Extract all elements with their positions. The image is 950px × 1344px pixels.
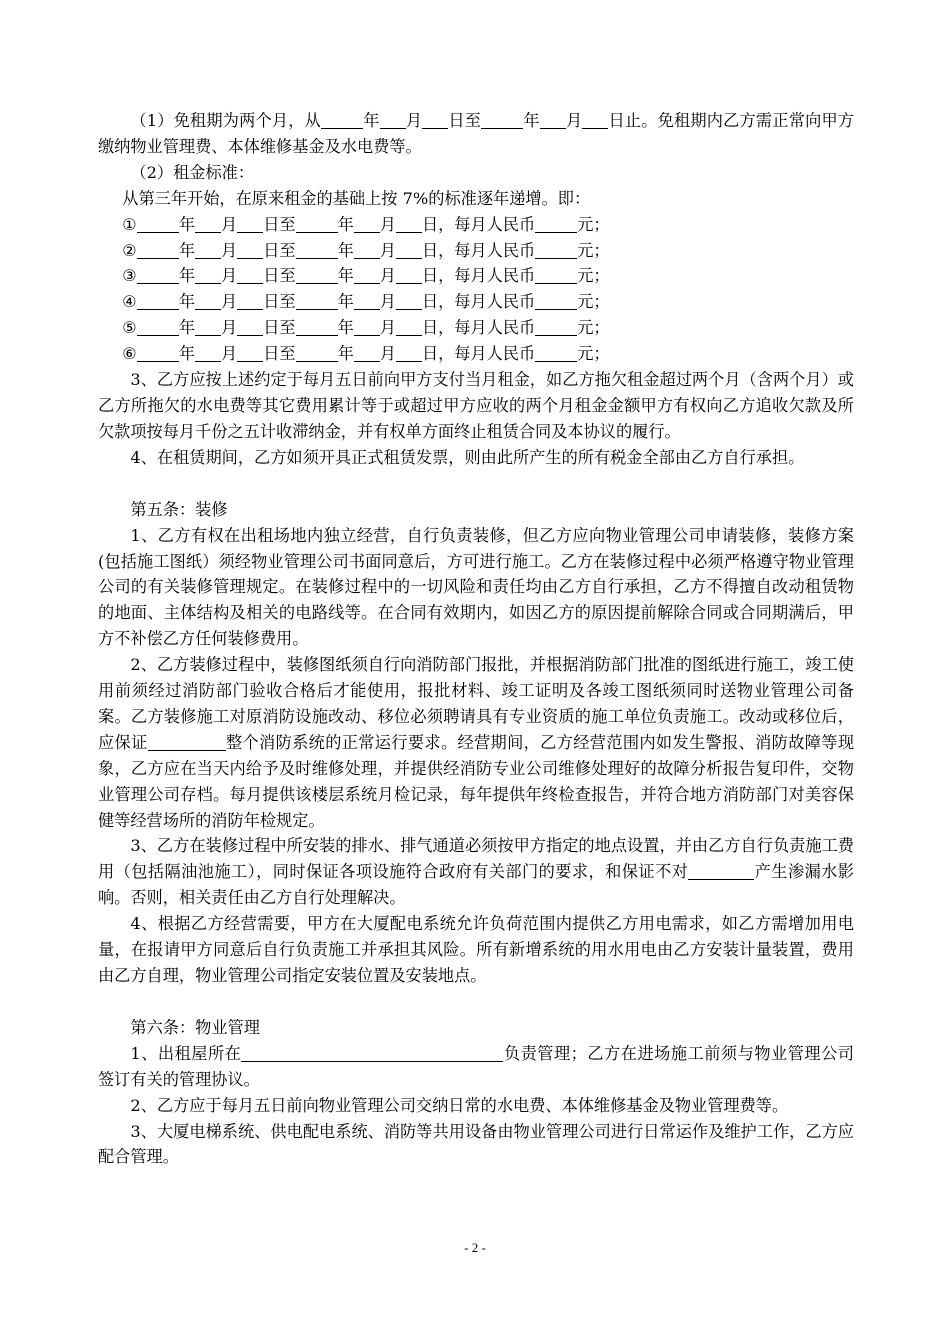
blank	[354, 292, 380, 310]
blank	[354, 318, 380, 336]
blank	[296, 241, 338, 259]
blank	[396, 344, 422, 362]
clause-6-2: 2、乙方应于每月五日前向物业管理公司交纳日常的水电费、本体维修基金及物业管理费等。	[130, 1095, 789, 1115]
blank	[237, 318, 263, 336]
blank	[237, 292, 263, 310]
blank	[535, 241, 577, 259]
blank	[137, 266, 179, 284]
article-5-heading: 第五条：装修	[130, 499, 228, 519]
clause-6-3: 3、大厦电梯系统、供电配电系统、消防等共用设备由物业管理公司进行日常运作及维护工作，乙方应配合管理。	[98, 1121, 854, 1167]
blank	[137, 215, 179, 233]
blank	[195, 344, 221, 362]
blank	[535, 344, 577, 362]
blank	[237, 215, 263, 233]
blank	[137, 318, 179, 336]
blank	[296, 266, 338, 284]
schedule-row: ③ 年 月 日至 年 月 日，每月人民币 元；	[122, 266, 610, 286]
blank	[396, 241, 422, 259]
clause-6-1: 1、出租屋所在 负责管理；乙方在进场施工前须与物业管理公司签订有关的管理协议。	[98, 1043, 854, 1089]
page-number: - 2 -	[464, 1240, 486, 1255]
schedule-row: ① 年 月 日至 年 月 日，每月人民币 元；	[122, 214, 610, 234]
blank	[535, 318, 577, 336]
blank	[237, 266, 263, 284]
schedule-row: ⑤ 年 月 日至 年 月 日，每月人民币 元；	[122, 318, 610, 338]
blank	[148, 733, 226, 751]
blank	[380, 111, 406, 129]
blank	[321, 111, 363, 129]
blank	[540, 111, 566, 129]
schedule-row: ② 年 月 日至 年 月 日，每月人民币 元；	[122, 240, 610, 260]
blank	[195, 241, 221, 259]
blank	[354, 241, 380, 259]
clause-5-2: 2、乙方装修过程中，装修图纸须自行向消防部门报批，并根据消防部门批准的图纸进行施工，竣工使用前须经过消防部门验收合格后才能使用，报批材料、竣工证明及各竣工图纸须同时送物业管理公司备案。乙方装修施工对原消防设施改动、移位必须聘请具有专业资质的施工单位负责施工。改动或移位后，应保证 整个消防系统的正常运行要求。经营期间，乙方经营范围内如发生警报、消防故障等现象，乙方应在当天内给予及时维修处理，并提供经消防专业公司维修处理好的故障分析报告复印件，交物业管理公司存档。每月提供该楼层系统月检记录，每年提供年终检查报告，并符合地方消防部门对美容保健等经营场所的消防年检规定。	[98, 655, 855, 830]
blank	[582, 111, 608, 129]
rent-free-paragraph: （1）免租期为两个月，从 年 月 日至 年 月 日止。免租期内乙方需正常向甲方缴纳物业管理费、本体维修基金及水电费等。	[98, 111, 855, 156]
blank	[137, 241, 179, 259]
clause-5-1: 1、乙方有权在出租场地内独立经营，自行负责装修，但乙方应向物业管理公司申请装修，装修方案(包括施工图纸）须经物业管理公司书面同意后，方可进行施工。乙方在装修过程中必须严格遵守物业管理公司的有关装修管理规定。在装修过程中的一切风险和责任均由乙方自行承担，乙方不得擅自改动租赁物的地面、主体结构及相关的电路线等。在合同有效期内，如因乙方的原因提前解除合同或合同期满后，甲方不补偿乙方任何装修费用。	[98, 525, 854, 649]
blank	[296, 318, 338, 336]
blank	[137, 344, 179, 362]
blank	[535, 292, 577, 310]
rent-standard-heading: （2）租金标准：	[130, 162, 255, 182]
blank	[396, 318, 422, 336]
blank	[354, 266, 380, 284]
blank	[241, 1044, 503, 1062]
blank	[354, 215, 380, 233]
article-6-heading: 第六条：物业管理	[130, 1017, 260, 1037]
clause-5-4: 4、根据乙方经营需要，甲方在大厦配电系统允许负荷范围内提供乙方用电需求，如乙方需增加用电量，在报请甲方同意后自行负责施工并承担其风险。所有新增系统的用水用电由乙方安装计量装置，费用由乙方自理，物业管理公司指定安装位置及安装地点。	[98, 914, 854, 985]
blank	[422, 111, 448, 129]
blank	[195, 266, 221, 284]
blank	[481, 111, 523, 129]
document-body	[98, 108, 854, 1170]
schedule-row: ⑥ 年 月 日至 年 月 日，每月人民币 元；	[122, 344, 610, 364]
blank	[296, 344, 338, 362]
clause-4-3: 3、乙方应按上述约定于每月五日前向甲方支付当月租金，如乙方拖欠租金超过两个月（含两个月）或乙方所拖欠的水电费等其它费用累计等于或超过甲方应收的两个月租金金额甲方有权向乙方追收欠款及所欠款项按每月千份之五计收滞纳金，并有权单方面终止租赁合同及本协议的履行。	[98, 370, 854, 441]
blank	[396, 266, 422, 284]
schedule-row: ④ 年 月 日至 年 月 日，每月人民币 元；	[122, 292, 610, 312]
blank	[535, 266, 577, 284]
rent-schedule	[98, 212, 854, 367]
blank	[688, 862, 754, 880]
blank	[535, 215, 577, 233]
blank	[137, 292, 179, 310]
clause-5-3: 3、乙方在装修过程中所安装的排水、排气通道必须按甲方指定的地点设置，并由乙方自行负责施工费用（包括隔油池施工），同时保证各项设施符合政府有关部门的要求，和保证不对 产生渗漏水影响。否则，相关责任由乙方自行处理解决。	[98, 836, 854, 908]
blank	[396, 292, 422, 310]
blank	[354, 344, 380, 362]
blank	[296, 292, 338, 310]
blank	[396, 215, 422, 233]
blank	[296, 215, 338, 233]
blank	[195, 292, 221, 310]
blank	[237, 344, 263, 362]
blank	[237, 241, 263, 259]
rent-increase-text: 从第三年开始，在原来租金的基础上按 7%的标准逐年递增。即：	[122, 188, 591, 208]
clause-4-4: 4、在租赁期间，乙方如须开具正式租赁发票，则由此所产生的所有税金全部由乙方自行承担。	[130, 447, 805, 467]
blank	[195, 215, 221, 233]
blank	[195, 318, 221, 336]
